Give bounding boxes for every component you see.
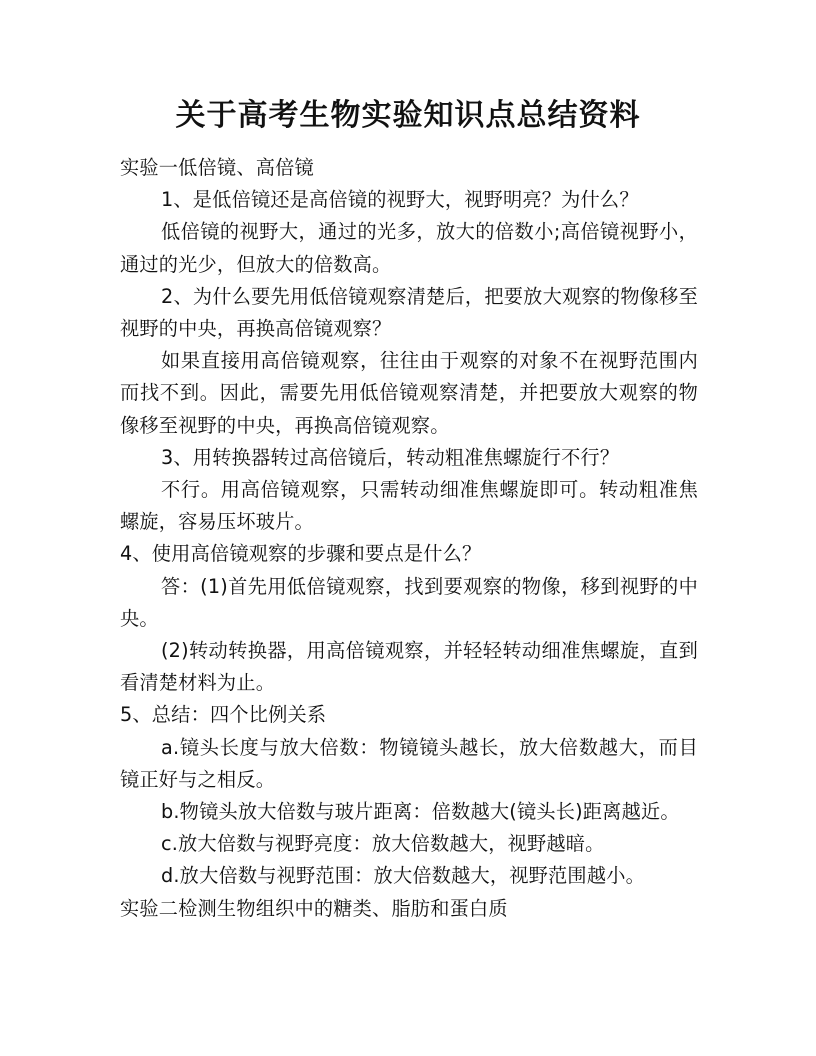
paragraph-answer-3: 不行。用高倍镜观察，只需转动细准焦螺旋即可。转动粗准焦螺旋，容易压坏玻片。 <box>120 478 698 534</box>
paragraph-question-2: 2、为什么要先用低倍镜观察清楚后，把要放大观察的物像移至视野的中央，再换高倍镜观察？ <box>120 284 698 341</box>
paragraph-experiment-2-heading: 实验二检测生物组织中的糖类、脂肪和蛋白质 <box>120 896 508 920</box>
paragraph-answer-2: 如果直接用高倍镜观察，往往由于观察的对象不在视野范围内而找不到。因此，需要先用低倍镜观察清楚，并把要放大观察的物像移至视野的中央，再换高倍镜观察。 <box>120 349 698 437</box>
paragraph-question-4: 4、使用高倍镜观察的步骤和要点是什么？ <box>120 542 482 566</box>
paragraph-answer-1: 低倍镜的视野大，通过的光多，放大的倍数小;高倍镜视野小，通过的光少，但放大的倍数高。 <box>120 220 698 276</box>
paragraph-summary-d: d.放大倍数与视野范围：放大倍数越大，视野范围越小。 <box>161 864 645 888</box>
document-title: 关于高考生物实验知识点总结资料 <box>175 98 641 133</box>
paragraph-question-3: 3、用转换器转过高倍镜后，转动粗准焦螺旋行不行？ <box>161 445 620 469</box>
paragraph-summary-heading: 5、总结：四个比例关系 <box>120 703 327 727</box>
paragraph-experiment-1-heading: 实验一低倍镜、高倍镜 <box>120 156 314 179</box>
paragraph-answer-4-step-1: 答：(1)首先用低倍镜观察，找到要观察的物像，移到视野的中央。 <box>120 574 698 630</box>
paragraph-question-1: 1、是低倍镜还是高倍镜的视野大，视野明亮？为什么？ <box>161 188 639 212</box>
paragraph-summary-a: a.镜头长度与放大倍数：物镜镜头越长，放大倍数越大，而目镜正好与之相反。 <box>120 735 698 791</box>
paragraph-summary-b: b.物镜头放大倍数与玻片距离：倍数越大(镜头长)距离越近。 <box>161 800 680 824</box>
document-body <box>120 152 698 925</box>
paragraph-summary-c: c.放大倍数与视野亮度：放大倍数越大，视野越暗。 <box>161 832 605 856</box>
paragraph-answer-4-step-2: (2)转动转换器，用高倍镜观察，并轻轻转动细准焦螺旋，直到看清楚材料为止。 <box>120 639 698 695</box>
